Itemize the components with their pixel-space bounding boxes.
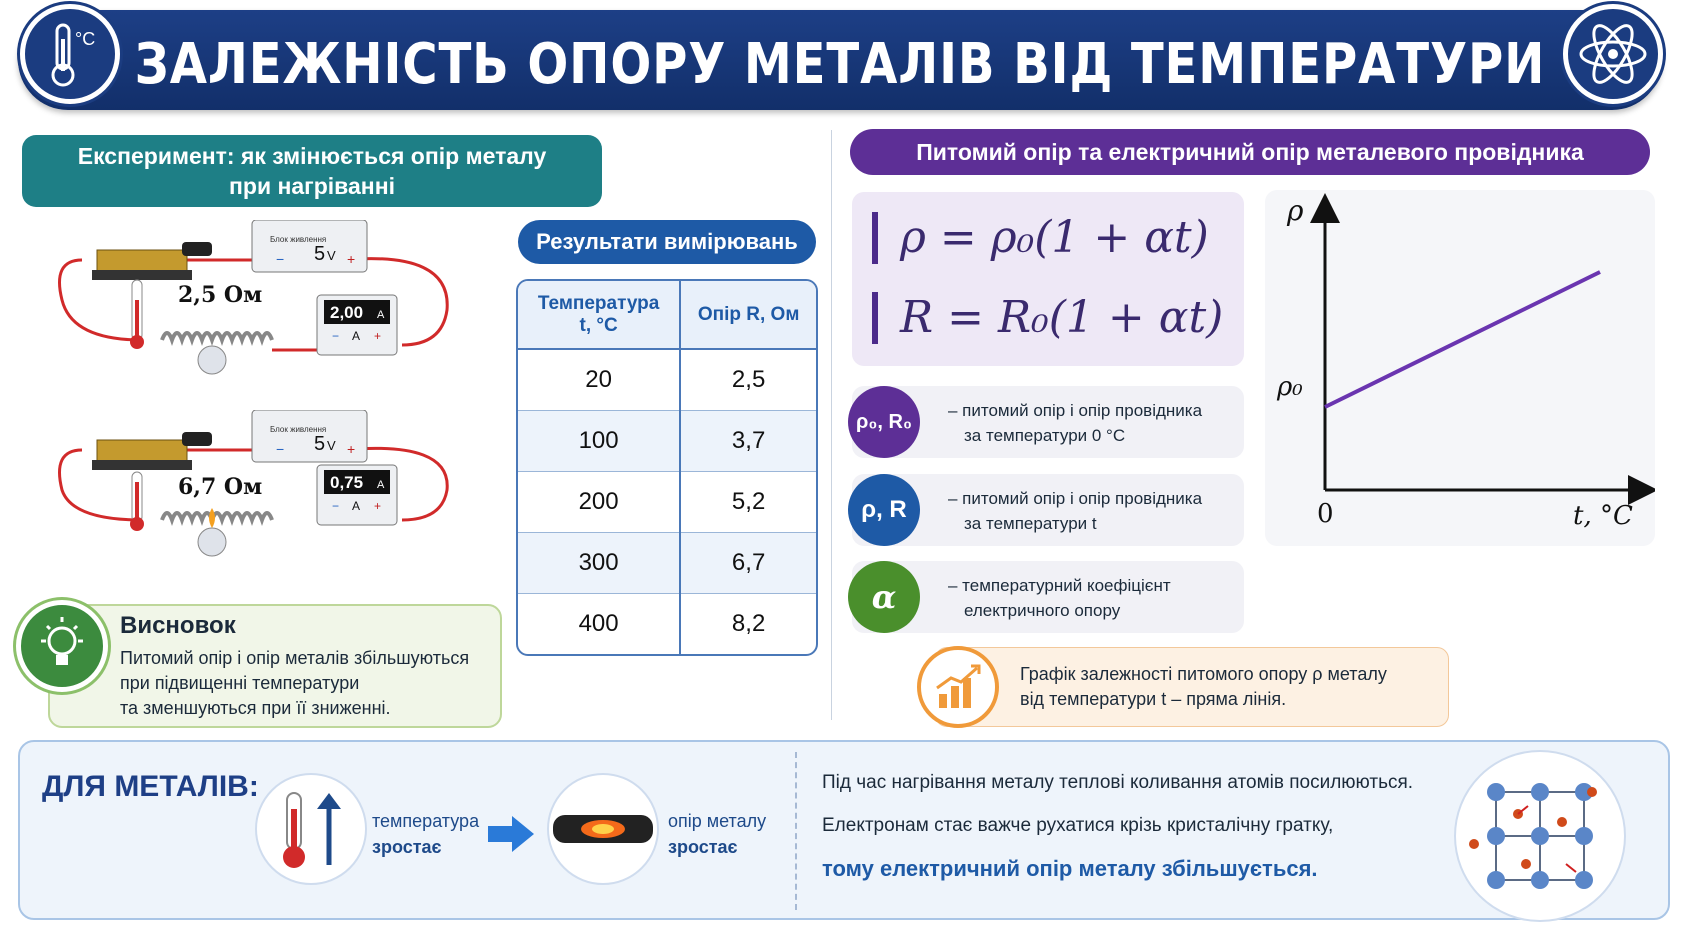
cell-resistance: 5,2: [680, 471, 816, 532]
rising-chart-icon: [917, 646, 999, 728]
supply-value: 5: [314, 243, 326, 265]
formula-resistivity: ρ = ρ₀(1 + αt): [872, 212, 1209, 264]
legend-line: електричного опору: [964, 601, 1121, 620]
legend-line: – температурний коефіцієнт: [948, 576, 1171, 595]
resistance-label-line1: опір металу: [668, 811, 767, 831]
legend-line: за температури 0 °C: [964, 426, 1126, 445]
col-header-temperature: [518, 281, 680, 349]
ammeter-minus-hot: −: [332, 499, 340, 513]
resistivity-graph: [1265, 190, 1655, 546]
legend-text: [948, 486, 1238, 536]
formula-box: [852, 192, 1244, 366]
col-header-temperature-line2: t, °C: [579, 314, 618, 336]
experiment-title-line2: при нагріванні: [229, 173, 395, 199]
thermometer-celsius-icon: [20, 4, 120, 104]
crystal-lattice-icon: [1454, 750, 1626, 922]
bottom-divider: [795, 752, 797, 910]
ammeter-value-hot: 0,75: [330, 473, 364, 492]
explanation-line3: тому електричний опір металу збільшується.: [822, 856, 1318, 881]
experiment-title: [22, 135, 602, 207]
cell-temperature: 300: [518, 532, 680, 593]
ammeter-letter-hot: A: [352, 499, 361, 513]
legend-text: [948, 398, 1238, 448]
legend-line: за температури t: [964, 514, 1097, 533]
x-origin-label: 0: [1317, 499, 1334, 529]
supply-plus: +: [347, 251, 356, 267]
ammeter-minus-cold: −: [332, 329, 340, 343]
ammeter-plus-cold: +: [374, 329, 382, 343]
resistivity-title: Питомий опір та електричний опір металевого провідника: [850, 129, 1650, 175]
cell-temperature: 200: [518, 471, 680, 532]
metals-heading: ДЛЯ МЕТАЛІВ:: [42, 770, 259, 803]
legend-line: – питомий опір і опір провідника: [948, 489, 1203, 508]
cell-temperature: 20: [518, 349, 680, 410]
y-axis-label: ρ: [1287, 194, 1304, 227]
explanation-line1: Під час нагрівання металу теплові коливання атомів посилюються.: [822, 772, 1414, 793]
results-table: [516, 279, 818, 656]
heated-wire-icon: [547, 773, 659, 885]
temperature-label-line2: зростає: [372, 837, 442, 857]
explanation-line2: Електронам стає важче рухатися крізь кристалічну гратку,: [822, 815, 1334, 836]
results-title: Результати вимірювань: [518, 220, 816, 264]
conclusion-text: [120, 646, 500, 721]
legend-item: [852, 386, 1244, 458]
supply-unit: V: [327, 248, 336, 263]
cell-resistance: 3,7: [680, 410, 816, 471]
page-title: ЗАЛЕЖНІСТЬ ОПОРУ МЕТАЛІВ ВІД ТЕМПЕРАТУРИ: [134, 32, 1546, 97]
col-header-resistance: Опір R, Ом: [680, 281, 816, 349]
header-banner: [18, 10, 1662, 110]
resistance-rises-label: [668, 808, 766, 860]
legend-item: [852, 561, 1244, 633]
temperature-label-line1: температура: [372, 811, 480, 831]
atom-icon: [1563, 4, 1663, 104]
circuit-cold: [52, 220, 472, 390]
section-divider: [831, 130, 832, 720]
legend-line: – питомий опір і опір провідника: [948, 401, 1203, 420]
table-row: [518, 410, 816, 471]
supply-value: 5: [314, 433, 326, 455]
legend-symbol: ρ₀, R₀: [848, 386, 920, 458]
temperature-rises-label: [372, 808, 479, 860]
graph-note-line: від температури t – пряма лінія.: [1020, 689, 1287, 709]
ammeter-letter-cold: A: [352, 329, 361, 343]
legend-symbol: ρ, R: [848, 474, 920, 546]
lightbulb-icon: [16, 600, 108, 692]
conclusion-line: при підвищенні температури: [120, 673, 360, 693]
supply-label: Блок живлення: [270, 425, 327, 434]
ammeter-unit-cold: A: [377, 309, 385, 321]
supply-plus: +: [347, 441, 356, 457]
legend-item: [852, 474, 1244, 546]
resistance-label-line2: зростає: [668, 837, 738, 857]
resistivity-line: [1325, 272, 1600, 407]
legend-text: [948, 573, 1238, 623]
supply-minus: −: [276, 251, 285, 267]
cell-resistance: 6,7: [680, 532, 816, 593]
conclusion-line: та зменшуються при її зниженні.: [120, 698, 391, 718]
resistance-label-hot: 6,7 Ом: [178, 474, 263, 500]
table-row: [518, 349, 816, 410]
ammeter-value-cold: 2,00: [330, 303, 364, 322]
graph-note-line: Графік залежності питомого опору ρ металу: [1020, 664, 1387, 684]
x-axis-label: t, °C: [1573, 501, 1633, 531]
conclusion-title: Висновок: [120, 612, 236, 639]
cell-temperature: 400: [518, 593, 680, 654]
y-intercept-label: ρ₀: [1277, 372, 1303, 402]
ammeter-plus-hot: +: [374, 499, 382, 513]
table-row: [518, 471, 816, 532]
cell-resistance: 8,2: [680, 593, 816, 654]
conclusion-line: Питомий опір і опір металів збільшуються: [120, 648, 470, 668]
supply-unit: V: [327, 438, 336, 453]
supply-label: Блок живлення: [270, 235, 327, 244]
experiment-title-line1: Експеримент: як змінюється опір металу: [77, 143, 547, 169]
resistance-label-cold: 2,5 Ом: [178, 282, 263, 308]
cell-temperature: 100: [518, 410, 680, 471]
table-row: [518, 532, 816, 593]
supply-minus: −: [276, 441, 285, 457]
formula-resistance: R = R₀(1 + αt): [872, 292, 1223, 344]
svg-text:°C: °C: [75, 29, 96, 49]
col-header-temperature-line1: Температура: [537, 292, 660, 314]
arrow-right-icon: [488, 814, 536, 854]
thermometer-up-icon: [255, 773, 367, 885]
table-row: [518, 593, 816, 654]
graph-note-text: [1020, 662, 1440, 712]
ammeter-unit-hot: A: [377, 479, 385, 491]
legend-symbol: α: [848, 561, 920, 633]
circuit-hot: [52, 410, 472, 580]
cell-resistance: 2,5: [680, 349, 816, 410]
